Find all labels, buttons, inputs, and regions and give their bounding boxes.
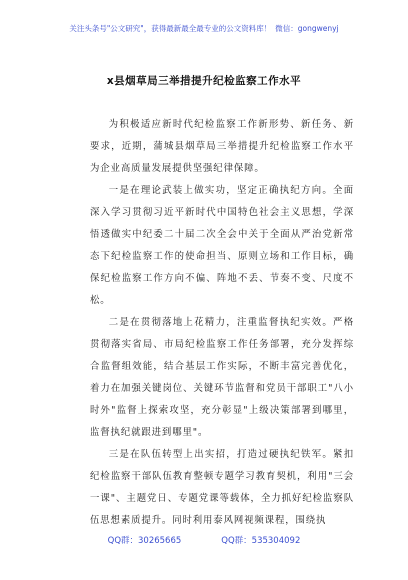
paragraph-three: 三是在队伍转型上出实招，打造过硬执纪铁军。紧扣纪检监察干部队伍教育整顿专题学习教育契机，利用"三会一课"、主题党日、专题党课等载体，全力抓好纪检监察队伍思想素质提升。同时利用泰风网视频课程，围绕执 — [90, 449, 354, 526]
header-wechat: 微信：gongwenyj — [275, 24, 339, 33]
footer-qq-group-2: QQ群：535304092 — [221, 536, 301, 546]
header-banner — [0, 24, 408, 34]
footer-qq-group-1: QQ群：30265665 — [107, 536, 182, 546]
paragraph-one: 一是在理论武装上做实功，坚定正确执纪方向。全面深入学习贯彻习近平新时代中国特色社会主义思想，学深悟透做实中纪委二十届二次全会中关于全面从严治党新常态下纪检监察工作的使命担当、原则立场和工作目标，确保纪检监察工作方向不偏、阵地不丢、节奏不变、尺度不松。 — [90, 185, 354, 306]
document-title: x县烟草局三举措提升纪检监察工作水平 — [106, 75, 302, 87]
paragraph-two: 二是在贯彻落地上花精力，注重监督执纪实效。严格贯彻落实省局、市局纪检监察工作任务部署，充分发挥综合监督组效能，结合基层工作实际，不断丰富完善优化，着力在加强关键岗位、关键环节监督和党员干部职工"八小时外"监督上探索攻坚，充分彰显"上级决策部署到哪里，监督执纪就跟进到哪里"。 — [90, 317, 354, 438]
footer — [0, 534, 408, 546]
document-body — [90, 114, 354, 532]
paragraph-intro: 为积极适应新时代纪检监察工作新形势、新任务、新要求，近期，蒲城县烟草局三举措提升纪检监察工作水平为企业高质量发展提供坚强纪律保障。 — [90, 119, 354, 174]
header-banner-text: 关注头条号"公文研究"，获得最新最全最专业的公文资料库！ — [69, 24, 272, 33]
